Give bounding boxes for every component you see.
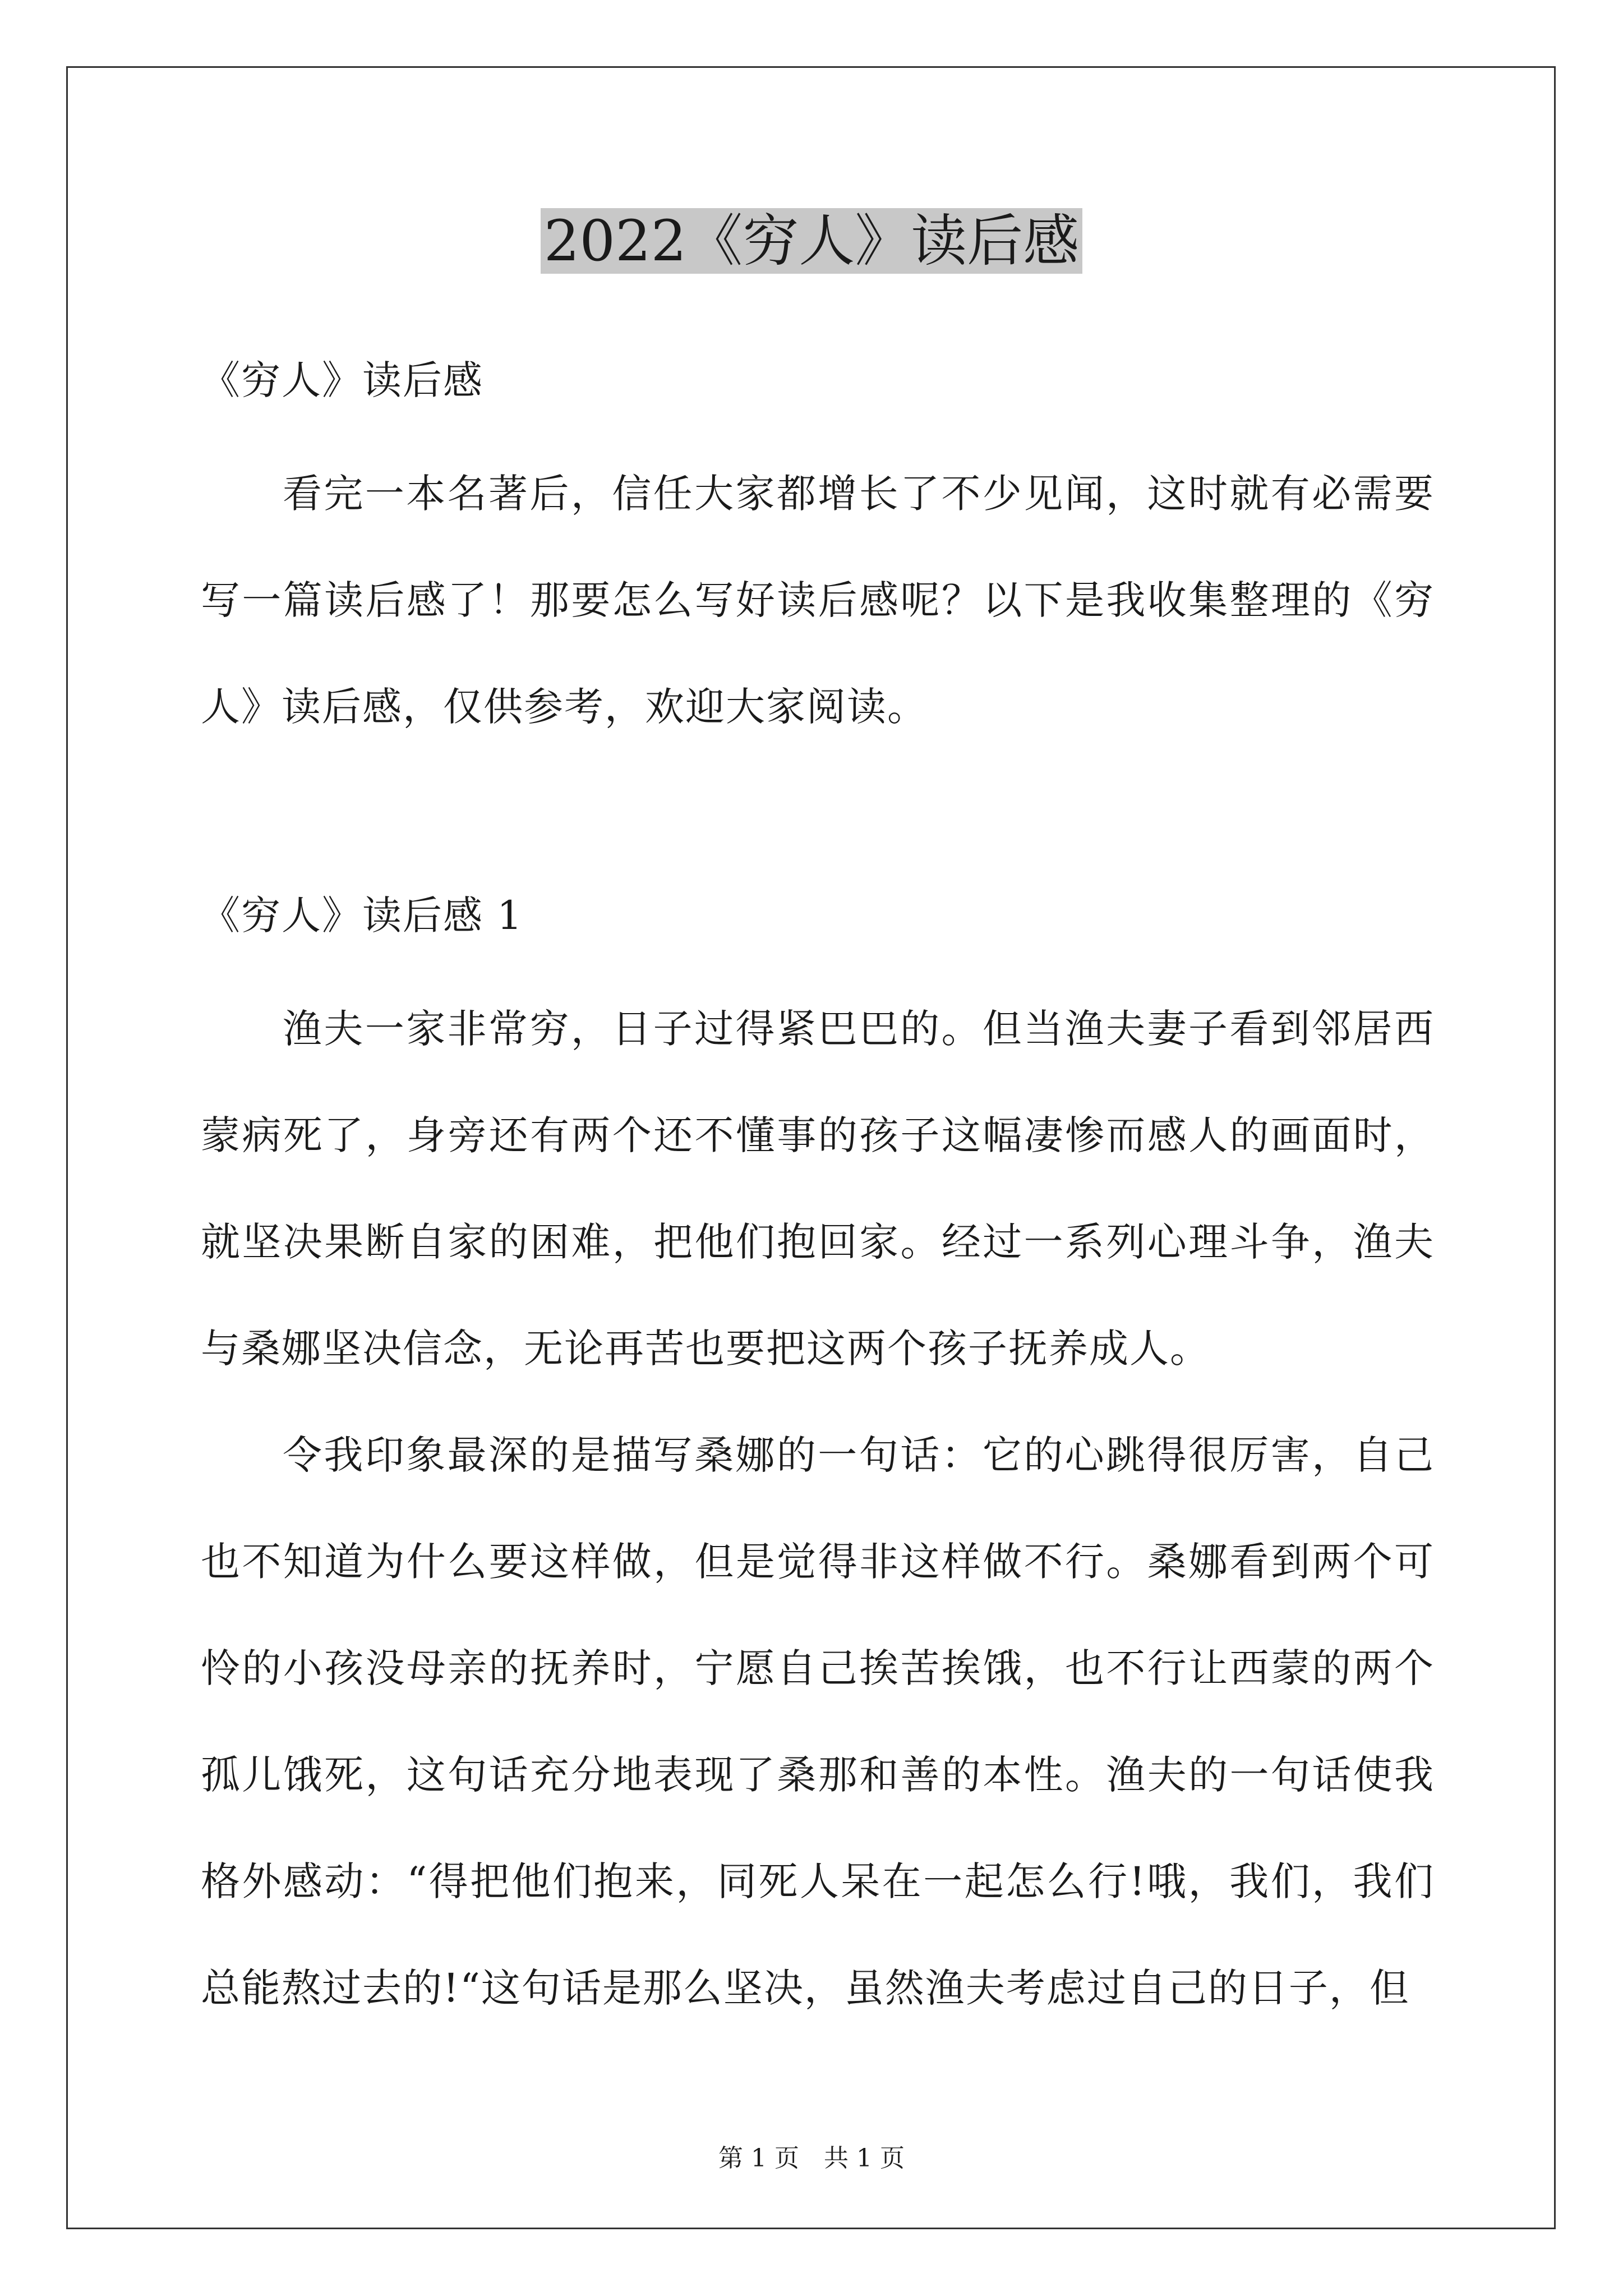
page-number-current: 第 1 页 bbox=[718, 2144, 799, 2173]
section-heading-intro: 《穷人》读后感 bbox=[201, 357, 483, 403]
document-title bbox=[0, 202, 1623, 280]
page-number-total: 共 1 页 bbox=[824, 2144, 905, 2173]
document-title-text: 2022《穷人》读后感 bbox=[541, 208, 1083, 274]
section-1-paragraph-2: 令我印象最深的是描写桑娜的一句话：它的心跳得很厉害，自己也不知道为什么要这样做，但是觉得非这样做不行。桑娜看到两个可怜的小孩没母亲的抚养时，宁愿自己挨苦挨饿，也不行让西蒙的两个孤儿饿死，这句话充分地表现了桑那和善的本性。渔夫的一句话使我格外感动：“得把他们抱来，同死人呆在一起怎么行!哦，我们，我们总能熬过去的!“这句话是那么坚决，虽然渔夫考虑过自己的日子，但 bbox=[201, 1432, 1435, 2011]
intro-paragraph: 看完一本名著后，信任大家都增长了不少见闻，这时就有必需要写一篇读后感了！那要怎么写好读后感呢？以下是我收集整理的《穷人》读后感，仅供参考，欢迎大家阅读。 bbox=[201, 471, 1435, 730]
section-heading-1: 《穷人》读后感 1 bbox=[201, 892, 523, 938]
page-footer bbox=[0, 2142, 1623, 2175]
section-1-paragraph-1: 渔夫一家非常穷，日子过得紧巴巴的。但当渔夫妻子看到邻居西蒙病死了，身旁还有两个还不懂事的孩子这幅凄惨而感人的画面时，就坚决果断自家的困难，把他们抱回家。经过一系列心理斗争，渔夫与桑娜坚决信念，无论再苦也要把这两个孩子抚养成人。 bbox=[201, 1006, 1435, 1372]
